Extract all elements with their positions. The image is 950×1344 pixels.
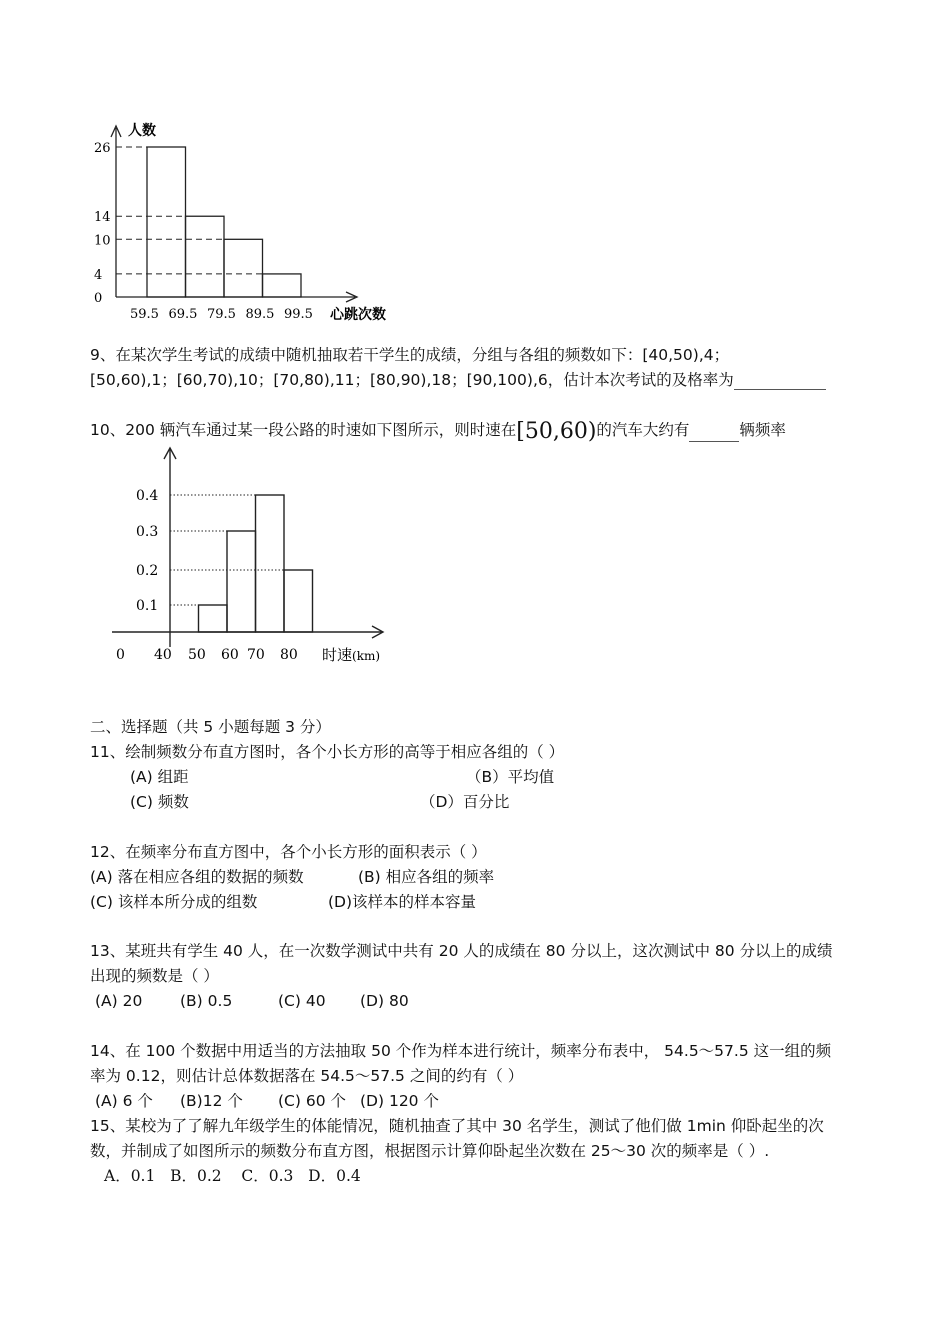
x-tick-label: 70 [247, 647, 265, 663]
x-tick-label: 99.5 [284, 307, 313, 322]
option-11-c[interactable]: (C) 频数 [130, 793, 189, 811]
question-9-line2 [90, 370, 826, 390]
x-tick-label: 0 [116, 647, 125, 663]
y-tick-label: 0.1 [136, 598, 159, 614]
option-13-c[interactable]: (C) 40 [278, 992, 326, 1010]
histogram-bar [147, 147, 186, 297]
question-15-line1: 15、某校为了了解九年级学生的体能情况，随机抽查了其中 30 名学生，测试了他们做 1min 仰卧起坐的次 [90, 1117, 824, 1135]
option-13-d[interactable]: (D) 80 [360, 992, 409, 1010]
y-axis-label: 人数 [128, 123, 156, 139]
y-tick-label: 4 [94, 267, 103, 283]
option-12-b[interactable]: (B) 相应各组的频率 [358, 868, 495, 886]
y-tick-label: 14 [94, 210, 111, 226]
y-tick-label: 0 [94, 291, 103, 306]
histogram-bar [284, 570, 313, 632]
option-14-a[interactable]: (A) 6 个 [95, 1092, 153, 1110]
y-tick-label: 26 [94, 141, 111, 156]
question-13-line2: 出现的频数是（ ） [90, 967, 219, 985]
option-12-a[interactable]: (A) 落在相应各组的数据的频数 [90, 868, 304, 886]
x-tick-label: 40 [154, 647, 172, 663]
x-tick-label: 50 [188, 647, 206, 663]
options-15[interactable]: A．0.1 B．0.2 C．0.3 D．0.4 [104, 1167, 361, 1185]
question-10 [90, 420, 786, 442]
option-13-a[interactable]: (A) 20 [95, 992, 143, 1010]
histogram-bar [256, 495, 285, 632]
question-15-line2: 数，并制成了如图所示的频数分布直方图，根据图示计算仰卧起坐次数在 25～30 次的频率是（ ）. [90, 1142, 770, 1160]
option-14-c[interactable]: (C) 60 个 [278, 1092, 346, 1110]
answer-blank-9[interactable] [734, 373, 826, 390]
option-11-b[interactable]: （B）平均值 [466, 768, 555, 786]
histogram-bar [186, 216, 225, 297]
x-axis-label: 时速(km) [322, 646, 381, 664]
y-tick-label: 0.4 [136, 488, 159, 504]
question-9-text: [50,60),1；[60,70),10；[70,80),11；[80,90),18；[90,100),6，估计本次考试的及格率为 [90, 371, 734, 389]
option-12-c[interactable]: (C) 该样本所分成的组数 [90, 893, 258, 911]
x-tick-label: 79.5 [207, 307, 236, 322]
y-tick-label: 0.2 [136, 563, 159, 579]
x-tick-label: 89.5 [245, 307, 275, 322]
x-axis-label: 心跳次数 [330, 307, 386, 323]
question-13-line1: 13、某班共有学生 40 人，在一次数学测试中共有 20 人的成绩在 80 分以上，这次测试中 80 分以上的成绩 [90, 942, 833, 960]
x-tick-label: 69.5 [168, 307, 198, 322]
interval-50-60: [50,60) [516, 419, 597, 444]
histogram-bar [224, 239, 263, 297]
y-tick-label: 10 [94, 233, 111, 249]
question-14-line2: 率为 0.12，则估计总体数据落在 54.5～57.5 之间的约有（ ） [90, 1067, 524, 1085]
speed-histogram [0, 440, 950, 700]
x-tick-label: 60 [221, 647, 239, 663]
question-12: 12、在频率分布直方图中，各个小长方形的面积表示（ ） [90, 843, 487, 861]
histogram-bar [227, 531, 256, 632]
option-14-d[interactable]: (D) 120 个 [360, 1092, 439, 1110]
histogram-bar [199, 605, 228, 632]
option-11-d[interactable]: （D）百分比 [420, 793, 510, 811]
y-tick-label: 0.3 [136, 524, 159, 540]
option-11-a[interactable]: (A) 组距 [130, 768, 189, 786]
option-14-b[interactable]: (B)12 个 [180, 1092, 243, 1110]
question-14-line1: 14、在 100 个数据中用适当的方法抽取 50 个作为样本进行统计，频率分布表中， 54.5～57.5 这一组的频 [90, 1042, 832, 1060]
x-tick-label: 80 [280, 647, 298, 663]
question-10-suffix-b: 辆频率 [739, 421, 786, 439]
option-13-b[interactable]: (B) 0.5 [180, 992, 233, 1010]
question-10-prefix: 10、200 辆汽车通过某一段公路的时速如下图所示，则时速在 [90, 421, 517, 439]
option-12-d[interactable]: (D)该样本的样本容量 [328, 893, 477, 911]
heart-rate-histogram [0, 0, 950, 340]
x-tick-label: 59.5 [130, 307, 159, 322]
question-9-line1: 9、在某次学生考试的成绩中随机抽取若干学生的成绩，分组与各组的频数如下：[40,50),4； [90, 346, 730, 364]
histogram-bar [263, 274, 302, 297]
section-2-heading: 二、选择题（共 5 小题每题 3 分） [90, 718, 331, 736]
question-11: 11、绘制频数分布直方图时，各个小长方形的高等于相应各组的（ ） [90, 743, 565, 761]
question-10-suffix-a: 的汽车大约有 [596, 421, 690, 439]
